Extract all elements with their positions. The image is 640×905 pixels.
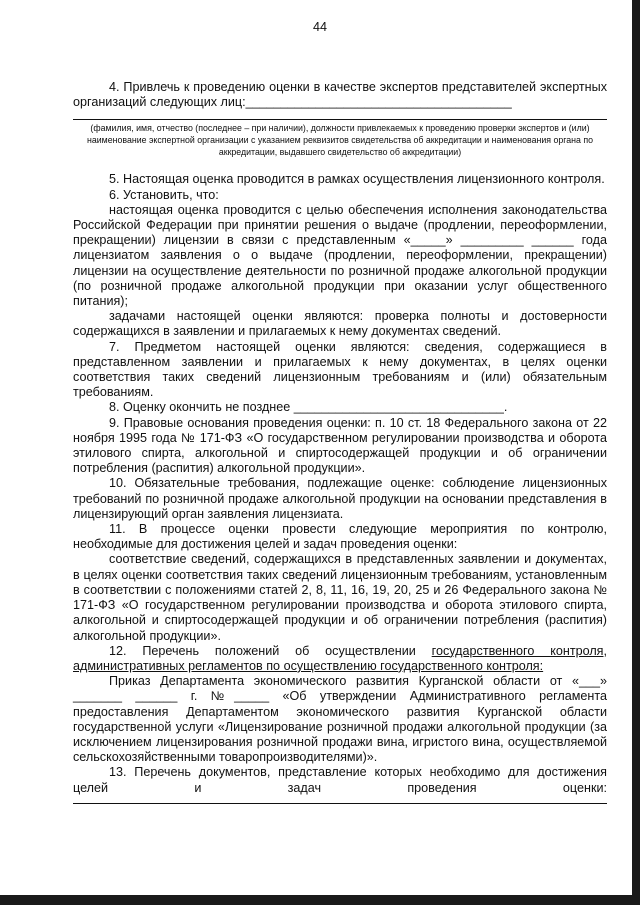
- paragraph-7: 7. Предметом настоящей оценки являются: сведения, содержащиеся в представленном заявлении и прилагаемых к нему документах, в целях оценки соответствия таких сведений лицензионным требованиям и (или) обязательным требованиям.: [73, 339, 607, 400]
- paragraph-6a: настоящая оценка проводится с целью обеспечения исполнения законодательства Российской Федерации при принятии решения о выдаче (продлении, переоформлении, прекращении) лицензии в связи с представленным «_____» _________ ______ года лицензиатом заявления о о выдаче (продлении, переоформлении, прекращении) лицензии на осуществление деятельности по розничной продаже алкогольной продукции (по розничной продаже алкогольной продукции при оказании услуг общественного питания);: [73, 202, 607, 309]
- paragraph-13: 13. Перечень документов, представление которых необходимо для достижения целей и задач проведения оценки:: [73, 765, 607, 795]
- paragraph-12-underlined: государственного контроля, административных регламентов по осуществлению государственного контроля:: [73, 643, 607, 673]
- paragraph-8: 8. Оценку окончить не позднее ______________________________.: [109, 400, 508, 415]
- paragraph-6b: задачами настоящей оценки являются: проверка полноты и достоверности содержащихся в заявлении и прилагаемых к нему документах сведений.: [73, 309, 607, 339]
- paragraph-12-text: 12. Перечень положений об осуществлении: [109, 643, 432, 658]
- scan-edge-right: [632, 0, 640, 905]
- paragraph-9: 9. Правовые основания проведения оценки: п. 10 ст. 18 Федерального закона от 22 ноября 1995 года № 171-ФЗ «О государственном регулировании производства и оборота этилового спирта, алкогольной и спиртосодержащей продукции и об ограничении потребления (распития) алкогольной продукции».: [73, 415, 607, 476]
- paragraph-4-note: (фамилия, имя, отчество (последнее – при наличии), должности привлекаемых к проведению проверки экспертов и (или) наименование экспертной организации с указанием реквизитов свидетельства об аккредитации и наименования органа по аккредитации, выдавшего свидетельство об аккредитации): [87, 123, 593, 158]
- paragraph-10: 10. Обязательные требования, подлежащие оценке: соблюдение лицензионных требований по розничной продаже алкогольной продукции на основании представления в лицензирующий орган заявления лицензиата.: [73, 476, 607, 521]
- spacer: [73, 158, 607, 172]
- scan-edge-bottom: [0, 895, 640, 905]
- paragraph-6: 6. Установить, что:: [109, 187, 219, 202]
- paragraph-12a: Приказ Департамента экономического развития Курганской области от «___» _______ ______ г. №_____ «Об утверждении Административного регламента предоставления Департаментом экономического развития Курганской области государственной услуги «Лицензирование розничной продажи алкогольной продукции (за исключением лицензирования розничной продажи вина, игристого вина, осуществляемой сельскохозяйственными товаропроизводителями)».: [73, 674, 607, 765]
- blank-fill-line: [73, 796, 607, 804]
- paragraph-4: 4. Привлечь к проведению оценки в качестве экспертов представителей экспертных организаций следующих лиц:______________________________________: [73, 80, 607, 110]
- paragraph-5: 5. Настоящая оценка проводится в рамках осуществления лицензионного контроля.: [109, 172, 605, 187]
- paragraph-12: [73, 644, 607, 674]
- page-number: 44: [312, 20, 327, 34]
- paragraph-11: 11. В процессе оценки провести следующие мероприятия по контролю, необходимые для достижения целей и задач проведения оценки:: [73, 522, 607, 552]
- document-body: [73, 80, 607, 804]
- paragraph-11a: соответствие сведений, содержащихся в представленных заявлении и документах, в целях оценки соответствия таких сведений лицензионным требованиям, установленным в соответствии с положениями статей 2, 8, 11, 16, 19, 20, 25 и 26 Федерального закона № 171-ФЗ «О государственном регулировании производства и оборота этилового спирта, алкогольной и спиртосодержащей продукции и об ограничении потребления (распития) алкогольной продукции».: [73, 552, 607, 643]
- underline-rule: [73, 110, 607, 120]
